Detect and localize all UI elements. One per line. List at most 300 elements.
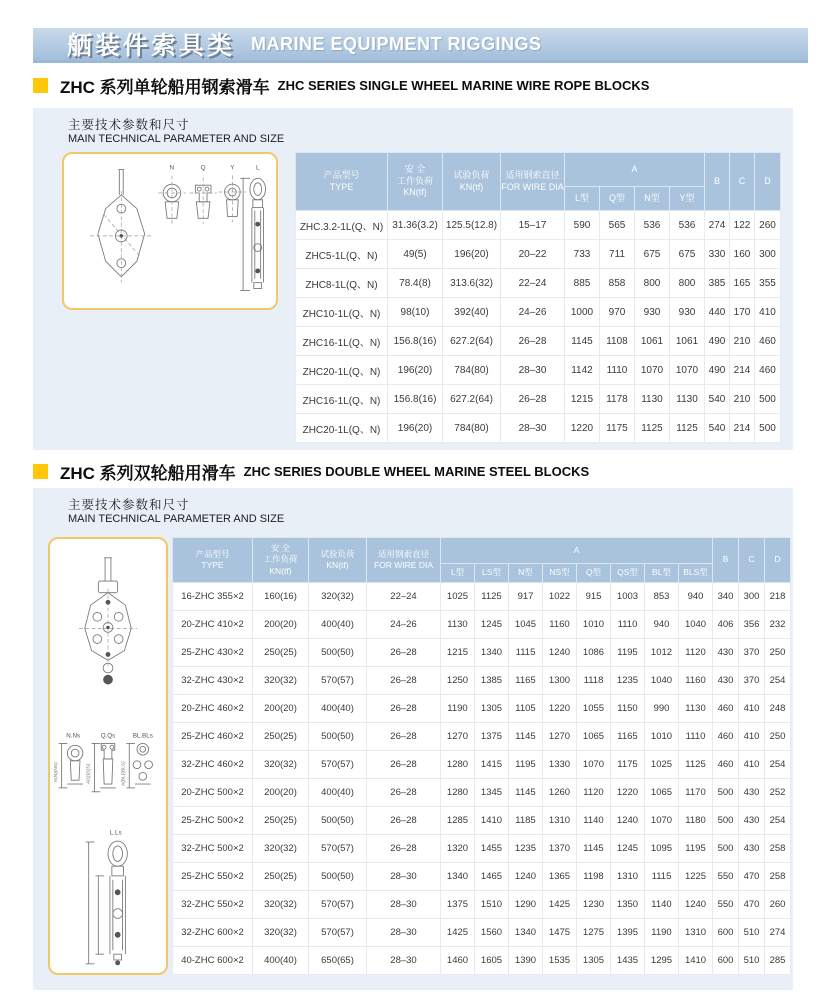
value-cell: 165 [730, 269, 755, 298]
value-cell: 320(32) [253, 835, 309, 863]
value-cell: 1022 [543, 583, 577, 611]
type-cell: 32-ZHC 550×2 [173, 891, 253, 919]
value-cell: 258 [765, 863, 791, 891]
value-cell: 1410 [475, 807, 509, 835]
table-row [173, 583, 791, 611]
value-cell: 1215 [441, 639, 475, 667]
value-cell: 1375 [475, 723, 509, 751]
type-cell: ZHC8-1L(Q、N) [296, 269, 388, 298]
value-cell: 1460 [441, 947, 475, 975]
value-cell: 330 [705, 240, 730, 269]
value-cell: 460 [713, 723, 739, 751]
value-cell: 1175 [600, 414, 635, 443]
value-cell: 536 [635, 211, 670, 240]
value-cell: 356 [739, 611, 765, 639]
type-cell: 40-ZHC 600×2 [173, 947, 253, 975]
value-cell: 1175 [611, 751, 645, 779]
value-cell: 1012 [645, 639, 679, 667]
type-cell: 32-ZHC 500×2 [173, 835, 253, 863]
value-cell: 1435 [611, 947, 645, 975]
table-row [296, 269, 781, 298]
value-cell: 1560 [475, 919, 509, 947]
type-cell: 20-ZHC 500×2 [173, 779, 253, 807]
header-proof-load: 试验负荷 KN(tf) [309, 538, 367, 583]
drawing-label-l: L [255, 164, 260, 172]
value-cell: 1040 [679, 611, 713, 639]
value-cell: 98(10) [388, 298, 443, 327]
value-cell: 1130 [679, 695, 713, 723]
table-row [173, 807, 791, 835]
value-cell: 800 [635, 269, 670, 298]
value-cell: 500 [713, 835, 739, 863]
double-wheel-section-panel [33, 488, 793, 990]
header-a-subtype: Q型 [600, 187, 635, 211]
value-cell: 1230 [577, 891, 611, 919]
value-cell: 1120 [577, 779, 611, 807]
value-cell: 49(5) [388, 240, 443, 269]
value-cell: 1025 [645, 751, 679, 779]
type-cell: ZHC16-1L(Q、N) [296, 385, 388, 414]
value-cell: 26–28 [367, 779, 441, 807]
value-cell: 1010 [645, 723, 679, 751]
value-cell: 300 [739, 583, 765, 611]
value-cell: 200(20) [253, 695, 309, 723]
drawing-label-lls: L.Ls [109, 829, 122, 837]
type-cell: ZHC20-1L(Q、N) [296, 356, 388, 385]
table-row [296, 298, 781, 327]
value-cell: 78.4(8) [388, 269, 443, 298]
value-cell: 410 [739, 695, 765, 723]
value-cell: 1150 [611, 695, 645, 723]
table-row [173, 863, 791, 891]
value-cell: 1410 [679, 947, 713, 975]
value-cell: 1142 [565, 356, 600, 385]
value-cell: 1198 [577, 863, 611, 891]
banner-title-en: MARINE EQUIPMENT RIGGINGS [251, 33, 542, 54]
value-cell: 1310 [679, 919, 713, 947]
value-cell: 490 [705, 327, 730, 356]
value-cell: 1220 [611, 779, 645, 807]
value-cell: 1245 [475, 611, 509, 639]
value-cell: 675 [670, 240, 705, 269]
value-cell: 1305 [577, 947, 611, 975]
value-cell: 252 [765, 779, 791, 807]
value-cell: 650(65) [309, 947, 367, 975]
value-cell: 1180 [679, 807, 713, 835]
value-cell: 675 [635, 240, 670, 269]
value-cell: 26–28 [367, 667, 441, 695]
table-row [173, 891, 791, 919]
value-cell: 1240 [509, 863, 543, 891]
value-cell: 1235 [509, 835, 543, 863]
value-cell: 430 [739, 835, 765, 863]
value-cell: 1195 [679, 835, 713, 863]
header-type: 产品型号 TYPE [296, 153, 388, 211]
value-cell: 22–24 [367, 583, 441, 611]
value-cell: 540 [705, 414, 730, 443]
drawing-label-n: N [169, 164, 175, 172]
header-dim-c: C [739, 538, 765, 583]
header-a-subtype: BL型 [645, 564, 679, 583]
value-cell: 1285 [441, 807, 475, 835]
value-cell: 970 [600, 298, 635, 327]
value-cell: 1165 [611, 723, 645, 751]
value-cell: 1145 [565, 327, 600, 356]
value-cell: 1310 [611, 863, 645, 891]
value-cell: 550 [713, 863, 739, 891]
value-cell: 1300 [543, 667, 577, 695]
value-cell: 536 [670, 211, 705, 240]
value-cell: 1455 [475, 835, 509, 863]
value-cell: 1270 [441, 723, 475, 751]
value-cell: 1195 [509, 751, 543, 779]
value-cell: 930 [670, 298, 705, 327]
header-a-subtype: LS型 [475, 564, 509, 583]
table-row [173, 947, 791, 975]
value-cell: 1140 [645, 891, 679, 919]
value-cell: 1260 [543, 779, 577, 807]
type-cell: 25-ZHC 430×2 [173, 639, 253, 667]
value-cell: 254 [765, 751, 791, 779]
table-row [296, 356, 781, 385]
value-cell: 1145 [577, 835, 611, 863]
value-cell: 385 [705, 269, 730, 298]
value-cell: 1340 [441, 863, 475, 891]
value-cell: 254 [765, 667, 791, 695]
section-bullet-icon [33, 78, 48, 93]
value-cell: 1220 [565, 414, 600, 443]
value-cell: 196(20) [443, 240, 501, 269]
value-cell: 1250 [441, 667, 475, 695]
value-cell: 1140 [577, 807, 611, 835]
value-cell: 460 [755, 327, 781, 356]
value-cell: 1010 [577, 611, 611, 639]
drawing-dim-label-bl: A(BL)(BLS) [121, 761, 127, 786]
value-cell: 156.8(16) [388, 385, 443, 414]
value-cell: 1055 [577, 695, 611, 723]
value-cell: 320(32) [253, 751, 309, 779]
value-cell: 1240 [679, 891, 713, 919]
value-cell: 214 [730, 414, 755, 443]
value-cell: 1145 [509, 779, 543, 807]
value-cell: 1118 [577, 667, 611, 695]
type-cell: ZHC16-1L(Q、N) [296, 327, 388, 356]
value-cell: 500(50) [309, 639, 367, 667]
value-cell: 590 [565, 211, 600, 240]
value-cell: 214 [730, 356, 755, 385]
single-wheel-block-drawing [62, 152, 278, 310]
value-cell: 1108 [600, 327, 635, 356]
table-row [173, 611, 791, 639]
table-row [296, 211, 781, 240]
header-type: 产品型号 TYPE [173, 538, 253, 583]
value-cell: 1275 [577, 919, 611, 947]
value-cell: 853 [645, 583, 679, 611]
value-cell: 1535 [543, 947, 577, 975]
type-cell: 32-ZHC 430×2 [173, 667, 253, 695]
value-cell: 28–30 [501, 356, 565, 385]
value-cell: 1110 [679, 723, 713, 751]
value-cell: 550 [713, 891, 739, 919]
value-cell: 500 [755, 414, 781, 443]
value-cell: 1465 [475, 863, 509, 891]
value-cell: 28–30 [367, 863, 441, 891]
table-row [173, 835, 791, 863]
value-cell: 1125 [635, 414, 670, 443]
value-cell: 500 [713, 807, 739, 835]
value-cell: 160 [730, 240, 755, 269]
value-cell: 254 [765, 807, 791, 835]
value-cell: 26–28 [367, 835, 441, 863]
value-cell: 1375 [441, 891, 475, 919]
value-cell: 1125 [679, 751, 713, 779]
type-cell: ZHC.3.2-1L(Q、N) [296, 211, 388, 240]
value-cell: 500(50) [309, 863, 367, 891]
value-cell: 510 [739, 919, 765, 947]
value-cell: 210 [730, 327, 755, 356]
type-cell: 16-ZHC 355×2 [173, 583, 253, 611]
value-cell: 400(40) [309, 779, 367, 807]
value-cell: 1390 [509, 947, 543, 975]
header-dim-b: B [705, 153, 730, 211]
param-label-zh: 主要技术参数和尺寸 [68, 118, 190, 132]
value-cell: 1305 [475, 695, 509, 723]
value-cell: 210 [730, 385, 755, 414]
value-cell: 1385 [475, 667, 509, 695]
value-cell: 570(57) [309, 919, 367, 947]
header-wire-dia: 适用钢索直径 FOR WIRE DIA [367, 538, 441, 583]
value-cell: 1086 [577, 639, 611, 667]
value-cell: 1115 [509, 639, 543, 667]
value-cell: 430 [713, 639, 739, 667]
value-cell: 800 [670, 269, 705, 298]
value-cell: 1425 [441, 919, 475, 947]
value-cell: 1350 [611, 891, 645, 919]
header-dim-a: A [565, 153, 705, 187]
value-cell: 733 [565, 240, 600, 269]
value-cell: 470 [739, 863, 765, 891]
value-cell: 122 [730, 211, 755, 240]
value-cell: 1310 [543, 807, 577, 835]
value-cell: 1110 [600, 356, 635, 385]
value-cell: 250(25) [253, 723, 309, 751]
param-label-zh: 主要技术参数和尺寸 [68, 498, 190, 512]
value-cell: 490 [705, 356, 730, 385]
value-cell: 570(57) [309, 751, 367, 779]
value-cell: 28–30 [501, 414, 565, 443]
type-cell: ZHC10-1L(Q、N) [296, 298, 388, 327]
value-cell: 1190 [441, 695, 475, 723]
header-a-subtype: L型 [441, 564, 475, 583]
type-cell: 20-ZHC 410×2 [173, 611, 253, 639]
param-label-en: MAIN TECHNICAL PARAMETER AND SIZE [68, 513, 285, 525]
value-cell: 500(50) [309, 723, 367, 751]
value-cell: 1130 [441, 611, 475, 639]
single-wheel-section-panel [33, 108, 793, 450]
section-title-zh: ZHC 系列双轮船用滑车 [60, 464, 236, 483]
double-wheel-block-drawing [48, 537, 168, 975]
value-cell: 1040 [645, 667, 679, 695]
value-cell: 218 [765, 583, 791, 611]
value-cell: 260 [765, 891, 791, 919]
banner-title-zh: 舾装件索具类 [67, 32, 236, 60]
section-bullet-icon [33, 464, 48, 479]
header-a-subtype: BLS型 [679, 564, 713, 583]
value-cell: 410 [739, 723, 765, 751]
value-cell: 250 [765, 639, 791, 667]
value-cell: 1340 [509, 919, 543, 947]
value-cell: 1330 [543, 751, 577, 779]
value-cell: 1125 [475, 583, 509, 611]
header-a-subtype: Q型 [577, 564, 611, 583]
value-cell: 1185 [509, 807, 543, 835]
value-cell: 20–22 [501, 240, 565, 269]
single-wheel-spec-table [295, 152, 781, 443]
table-row [173, 667, 791, 695]
table-row [173, 695, 791, 723]
value-cell: 200(20) [253, 611, 309, 639]
section-title-en: ZHC SERIES DOUBLE WHEEL MARINE STEEL BLOCKS [243, 464, 590, 479]
drawing-label-qqs: Q.Qs [100, 732, 116, 740]
page-banner [33, 28, 808, 63]
table-row [296, 385, 781, 414]
value-cell: 26–28 [367, 695, 441, 723]
value-cell: 430 [713, 667, 739, 695]
value-cell: 1215 [565, 385, 600, 414]
value-cell: 1165 [509, 667, 543, 695]
value-cell: 274 [765, 919, 791, 947]
value-cell: 26–28 [367, 723, 441, 751]
value-cell: 1370 [543, 835, 577, 863]
value-cell: 260 [755, 211, 781, 240]
drawing-label-q: Q [200, 164, 206, 172]
value-cell: 22–24 [501, 269, 565, 298]
value-cell: 1003 [611, 583, 645, 611]
value-cell: 1105 [509, 695, 543, 723]
value-cell: 400(40) [253, 947, 309, 975]
value-cell: 1125 [670, 414, 705, 443]
value-cell: 196(20) [388, 356, 443, 385]
value-cell: 1220 [543, 695, 577, 723]
value-cell: 26–28 [367, 751, 441, 779]
value-cell: 1045 [509, 611, 543, 639]
value-cell: 250 [765, 723, 791, 751]
value-cell: 232 [765, 611, 791, 639]
value-cell: 26–28 [501, 327, 565, 356]
value-cell: 1240 [611, 807, 645, 835]
table-row [173, 751, 791, 779]
value-cell: 858 [600, 269, 635, 298]
value-cell: 600 [713, 947, 739, 975]
table-row [296, 240, 781, 269]
value-cell: 1605 [475, 947, 509, 975]
value-cell: 26–28 [367, 807, 441, 835]
drawing-label-nns: N.Ns [66, 732, 81, 740]
value-cell: 1320 [441, 835, 475, 863]
value-cell: 250(25) [253, 863, 309, 891]
value-cell: 1415 [475, 751, 509, 779]
value-cell: 784(80) [443, 356, 501, 385]
drawing-label-blbls: BL.BLs [132, 732, 153, 740]
header-wire-dia: 适用钢索直径 FOR WIRE DIA [501, 153, 565, 211]
value-cell: 370 [739, 667, 765, 695]
value-cell: 1070 [645, 807, 679, 835]
type-cell: ZHC5-1L(Q、N) [296, 240, 388, 269]
value-cell: 1065 [577, 723, 611, 751]
value-cell: 258 [765, 835, 791, 863]
value-cell: 510 [739, 947, 765, 975]
value-cell: 160(16) [253, 583, 309, 611]
value-cell: 1070 [670, 356, 705, 385]
table-row [173, 639, 791, 667]
value-cell: 320(32) [253, 891, 309, 919]
value-cell: 410 [755, 298, 781, 327]
value-cell: 1295 [645, 947, 679, 975]
type-cell: 25-ZHC 550×2 [173, 863, 253, 891]
value-cell: 26–28 [367, 639, 441, 667]
value-cell: 340 [713, 583, 739, 611]
value-cell: 1130 [635, 385, 670, 414]
drawing-dim-label-n: A(N)(NS) [53, 762, 59, 783]
value-cell: 28–30 [367, 919, 441, 947]
type-cell: 25-ZHC 500×2 [173, 807, 253, 835]
type-cell: 32-ZHC 600×2 [173, 919, 253, 947]
value-cell: 313.6(32) [443, 269, 501, 298]
value-cell: 1190 [645, 919, 679, 947]
drawing-label-y: Y [230, 164, 235, 172]
value-cell: 917 [509, 583, 543, 611]
value-cell: 500(50) [309, 807, 367, 835]
value-cell: 320(32) [309, 583, 367, 611]
value-cell: 711 [600, 240, 635, 269]
value-cell: 570(57) [309, 667, 367, 695]
type-cell: 20-ZHC 460×2 [173, 695, 253, 723]
value-cell: 1178 [600, 385, 635, 414]
value-cell: 627.2(64) [443, 327, 501, 356]
header-a-subtype: L型 [565, 187, 600, 211]
header-safe-working-load: 安 全 工作负荷 KN(tf) [253, 538, 309, 583]
value-cell: 1280 [441, 751, 475, 779]
param-label-en: MAIN TECHNICAL PARAMETER AND SIZE [68, 133, 285, 145]
value-cell: 26–28 [501, 385, 565, 414]
value-cell: 1070 [635, 356, 670, 385]
value-cell: 627.2(64) [443, 385, 501, 414]
value-cell: 400(40) [309, 695, 367, 723]
value-cell: 200(20) [253, 779, 309, 807]
value-cell: 1235 [611, 667, 645, 695]
value-cell: 940 [645, 611, 679, 639]
value-cell: 1510 [475, 891, 509, 919]
value-cell: 1225 [679, 863, 713, 891]
value-cell: 885 [565, 269, 600, 298]
value-cell: 784(80) [443, 414, 501, 443]
value-cell: 196(20) [388, 414, 443, 443]
header-a-subtype: N型 [635, 187, 670, 211]
header-a-subtype: N型 [509, 564, 543, 583]
value-cell: 370 [739, 639, 765, 667]
header-a-subtype: Y型 [670, 187, 705, 211]
type-cell: ZHC20-1L(Q、N) [296, 414, 388, 443]
value-cell: 355 [755, 269, 781, 298]
value-cell: 1025 [441, 583, 475, 611]
header-dim-c: C [730, 153, 755, 211]
value-cell: 274 [705, 211, 730, 240]
value-cell: 500 [713, 779, 739, 807]
value-cell: 1270 [543, 723, 577, 751]
value-cell: 400(40) [309, 611, 367, 639]
value-cell: 1395 [611, 919, 645, 947]
section-title-zh: ZHC 系列单轮船用钢索滑车 [60, 78, 270, 97]
